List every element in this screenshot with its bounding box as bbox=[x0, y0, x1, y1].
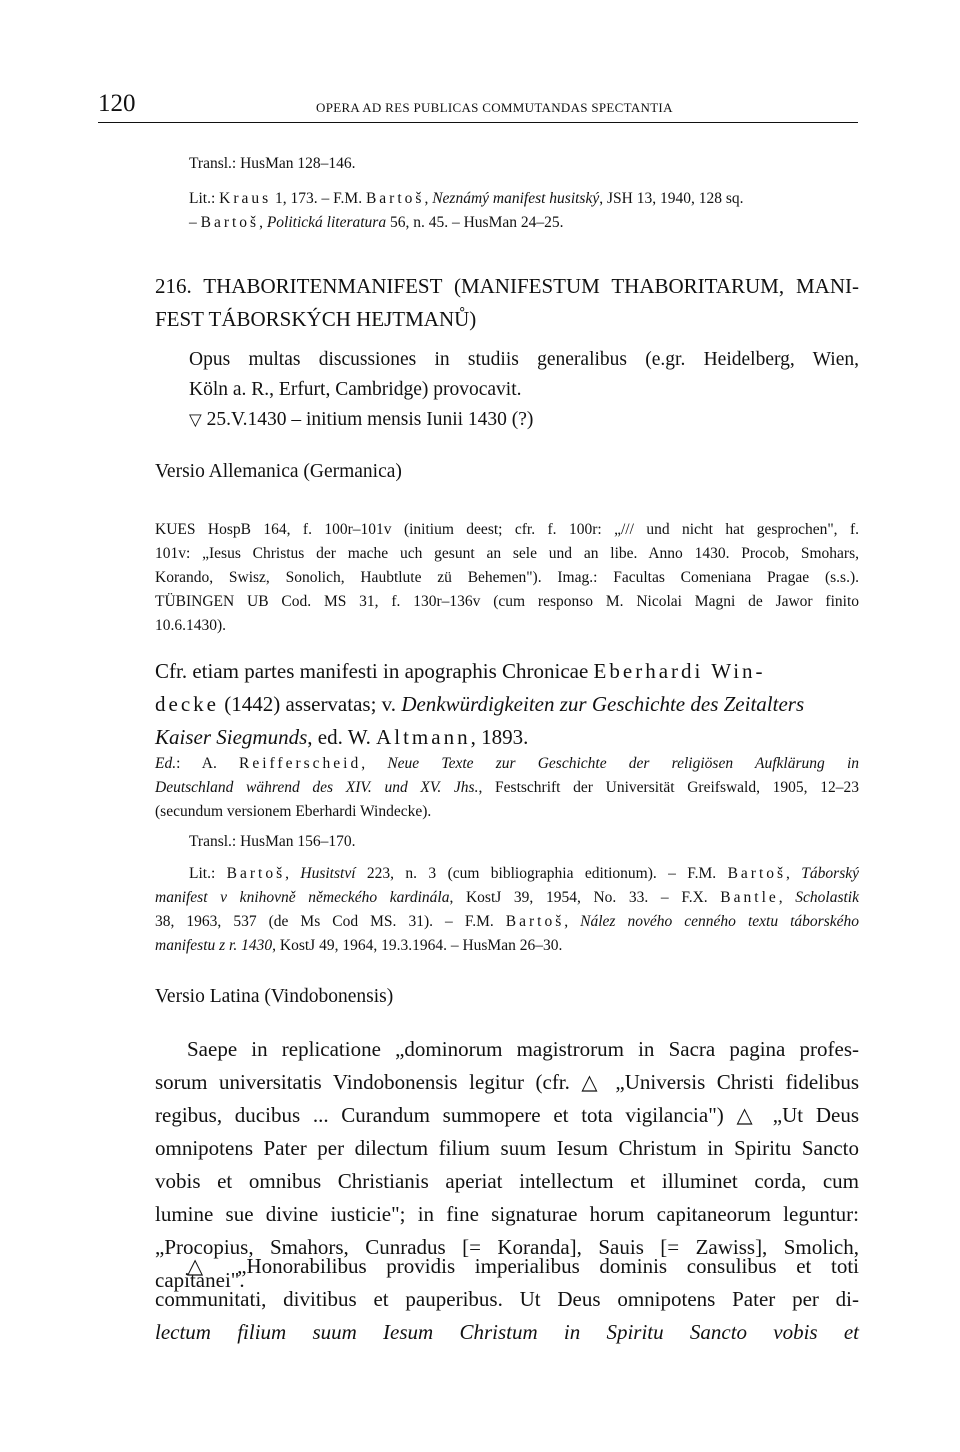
edition-note: Ed.: A. Reifferscheid, Neue Texte zur Geschichte der religiösen Aufklärung in Deutschland während des XIV. und XV. Jhs., Festschrift der Universität Greifswald, 1905, 12–23 (secundum versionem Eberhardi Windecke). bbox=[155, 755, 860, 820]
section-heading-germanica: Versio Allemanica (Germanica) bbox=[155, 461, 402, 482]
entry-date: ▽ 25.V.1430 – initium mensis Iunii 1430 (?) bbox=[189, 409, 534, 430]
prev-literature bbox=[189, 187, 859, 235]
work-title: Kaiser Siegmunds bbox=[155, 725, 308, 749]
author-name: decke bbox=[155, 692, 219, 716]
running-title: OPERA AD RES PUBLICAS COMMUTANDAS SPECTANTIA bbox=[316, 100, 673, 115]
author-name: Bartoš bbox=[365, 190, 425, 207]
work-title: manifest v knihovně německého kardinála bbox=[155, 889, 450, 906]
author-name: Bartoš bbox=[727, 865, 787, 882]
work-title: Táborský bbox=[801, 865, 859, 882]
triangle-down-icon: ▽ bbox=[189, 410, 202, 429]
work-title: Nález nového cenného textu táborského bbox=[580, 913, 860, 930]
latina-paragraph-1: Saepe in replicatione „dominorum magistrorum in Sacra pagina profes- sorum universitatis Vindobonensis legitur (cfr. △ „Universis Christi fidelibus regibus, ducibus ... Curandum summopere et tota vigilancia") △ „Ut Deus omnipotens Pater per dilectum filium suum Iesum Christum in Spiritu Sancto vobis et omnibus Christianis aperiat intellectum et illuminet corda, cum lumine sue divine iusticie"; in fine signaturae horum capitaneorum leguntur: „Procopius, Smahors, Cunradus [= Koranda], Sauis [= Zawiss], Smolich, capitanei". bbox=[155, 1037, 859, 1292]
work-title: Scholastik bbox=[795, 889, 859, 906]
work-title: Politická literatura bbox=[266, 214, 387, 231]
latina-paragraph-2: △ „Honorabilibus providis imperialibus dominis consulibus et toti communitati, divitibus et pauperibus. Ut Deus omnipotens Pater per di- lectum filium suum Iesum Christum in Spiritu Sancto vobis et bbox=[155, 1254, 859, 1344]
prev-lit-line-1: Lit.: Kraus 1, 173. – F.M. Bartoš, Neznámý manifest husitský, JSH 13, 1940, 128 sq. bbox=[189, 190, 744, 207]
germanica-literature: Lit.: Bartoš, Husitství 223, n. 3 (cum bibliographia editionum). – F.M. Bartoš, Táborský manifest v knihovně německého kardinála, KostJ 39, 1954, No. 33. – F.X. Bantle, Scholastik 38, 1963, 537 (de Ms Cod MS. 31). – F.M. Bartoš, Nález nového cenného textu táborského manifestu z r. 1430, KostJ 49, 1964, 19.3.1964. – HusMan 26–30. bbox=[155, 865, 860, 954]
entry-title-line-2: FEST TÁBORSKÝCH HEJTMANŮ) bbox=[155, 307, 477, 331]
author-name: Kraus bbox=[219, 190, 272, 207]
section-heading-latina: Versio Latina (Vindobonensis) bbox=[155, 986, 394, 1007]
author-name: Bantle bbox=[720, 889, 779, 906]
work-title: Husitství bbox=[300, 865, 356, 882]
work-title: Neznámý manifest husitský bbox=[432, 190, 600, 207]
author-name: Bartoš bbox=[505, 913, 565, 930]
prev-lit-line-2: – Bartoš, Politická literatura 56, n. 45. – HusMan 24–25. bbox=[189, 214, 564, 231]
author-name: Bartoš bbox=[200, 214, 260, 231]
manuscripts-list: KUES HospB 164, f. 100r–101v (initium deest; cfr. f. 100r: „/// und nicht hat gesprochen", f. 101v: „Iesus Christus der mache uch gesunt an sele und an libe. Anno 1430. Procob, Smohars, Korando, Swisz, Sonolich, Haubtlute zü Behemen"). Imag.: Facultas Comeniana Pragae (s.s.). TÜBINGEN UB Cod. MS 31, f. 130r–136v (cum responso M. Nicolai Magni de Jawor finito 10.6.1430). bbox=[155, 521, 859, 634]
cfr-note: Cfr. etiam partes manifesti in apographis Chronicae Eberhardi Win- decke (1442) asservatas; v. Denkwürdigkeiten zur Geschichte des Zeitalters Kaiser Siegmunds, ed. W. Altmann, 1893. bbox=[155, 659, 805, 749]
entry-title-line-1: 216. THABORITENMANIFEST (MANIFESTUM THABORITARUM, MANI- bbox=[155, 274, 859, 298]
author-name: Bartoš bbox=[226, 865, 286, 882]
work-title: Deutschland während des XIV. und XV. Jhs. bbox=[155, 779, 479, 796]
author-name: Reifferscheid bbox=[239, 755, 362, 772]
entry-description: Opus multas discussiones in studiis generalibus (e.gr. Heidelberg, Wien, Köln a. R., Erfurt, Cambridge) provocavit. ▽ 25.V.1430 – initium mensis Iunii 1430 (?) bbox=[189, 345, 859, 435]
page-number: 120 bbox=[98, 90, 136, 117]
author-name: Altmann bbox=[376, 725, 471, 749]
germanica-transl: Transl.: HusMan 156–170. bbox=[189, 833, 356, 850]
work-title: Denkwürdigkeiten zur Geschichte des Zeitalters bbox=[401, 692, 805, 716]
work-title: manifestu z r. 1430 bbox=[155, 937, 273, 954]
author-name: Eberhardi Win- bbox=[593, 659, 766, 683]
work-title: Neue Texte zur Geschichte der religiösen Aufklärung in bbox=[387, 755, 859, 772]
entry-title bbox=[155, 270, 859, 336]
entry-number: 216. bbox=[155, 274, 192, 298]
prev-transl: Transl.: HusMan 128–146. bbox=[189, 155, 356, 172]
page-header bbox=[98, 88, 858, 123]
